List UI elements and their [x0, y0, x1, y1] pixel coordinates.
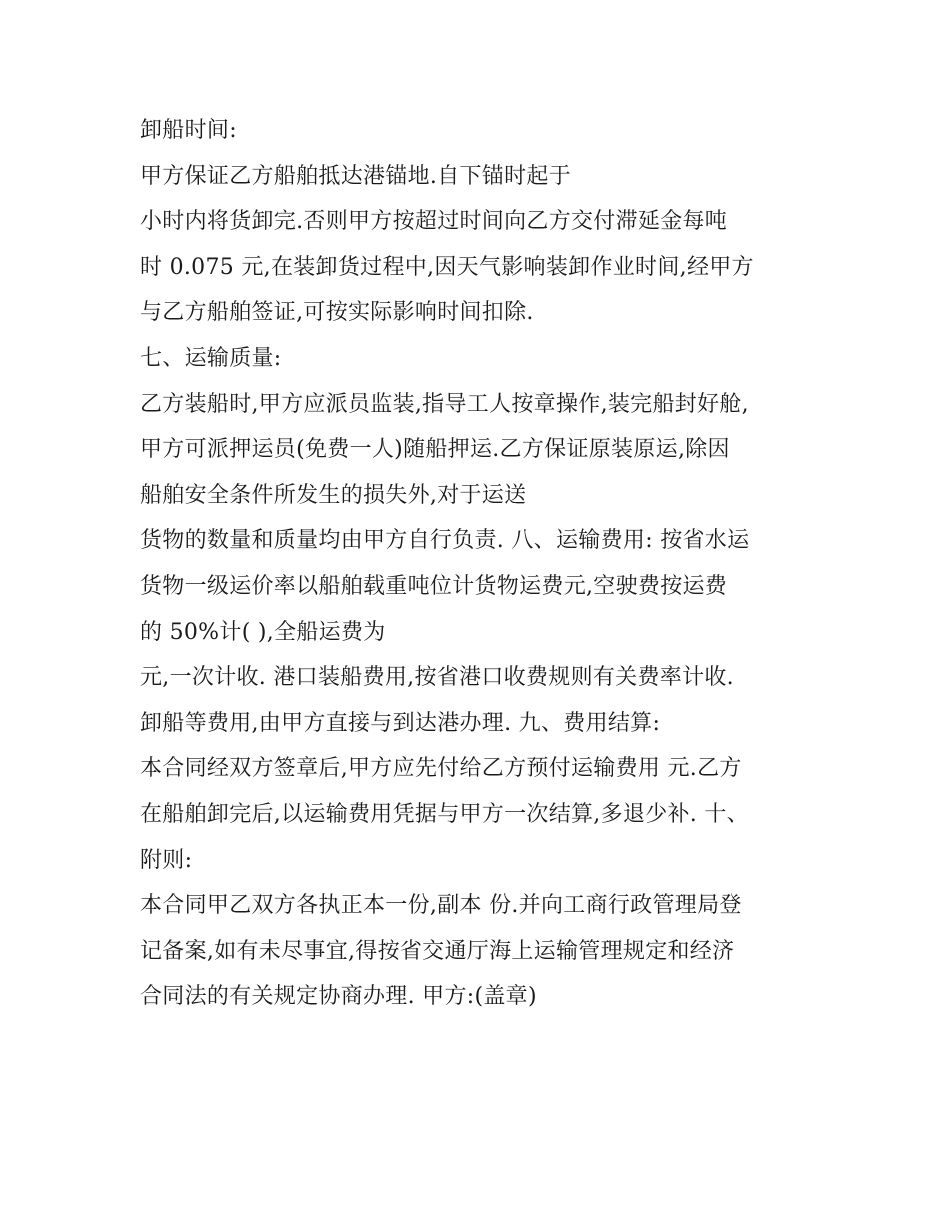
section-heading-transport-quality: 七、运输质量: — [140, 345, 282, 371]
text-line: 货物一级运价率以船舶载重吨位计货物运费元,空驶费按运费 — [140, 573, 728, 599]
text-line: 卸船时间: — [140, 118, 237, 143]
text-line: 本合同经双方签章后,甲方应先付给乙方预付运输费用 元.乙方 — [140, 756, 742, 782]
text-line: 乙方装船时,甲方应派员监装,指导工人按章操作,装完船封好舱, — [140, 391, 749, 417]
text-line: 卸船等费用,由甲方直接与到达港办理. 九、费用结算: — [140, 710, 661, 736]
text-line: 记备案,如有未尽事宜,得按省交通厅海上运输管理规定和经济 — [140, 938, 735, 964]
contract-text-body — [140, 108, 820, 1020]
text-line: 的 50%计( ),全船运费为 — [140, 619, 386, 645]
text-line: 甲方可派押运员(免费一人)随船押运.乙方保证原装原运,除因 — [140, 437, 730, 463]
text-line: 货物的数量和质量均由甲方自行负责. 八、运输费用: 按省水运 — [140, 528, 750, 554]
text-line: 附则: — [140, 847, 193, 873]
text-line: 元,一次计收. 港口装船费用,按省港口收费规则有关费率计收. — [140, 665, 734, 691]
text-line: 本合同甲乙双方各执正本一份,副本 份.并向工商行政管理局登 — [140, 893, 742, 919]
text-line: 甲方保证乙方船舶抵达港锚地.自下锚时起于 — [140, 163, 571, 189]
text-line: 与乙方船舶签证,可按实际影响时间扣除. — [140, 300, 534, 326]
text-line: 小时内将货卸完.否则甲方按超过时间向乙方交付滞延金每吨 — [140, 209, 728, 235]
text-line: 时 0.075 元,在装卸货过程中,因天气影响装卸作业时间,经甲方 — [140, 254, 754, 280]
text-line: 船舶安全条件所发生的损失外,对于运送 — [140, 482, 527, 508]
text-line: 合同法的有关规定协商办理. 甲方:(盖章) — [140, 984, 537, 1010]
text-line: 在船舶卸完后,以运输费用凭据与甲方一次结算,多退少补. 十、 — [140, 801, 749, 827]
